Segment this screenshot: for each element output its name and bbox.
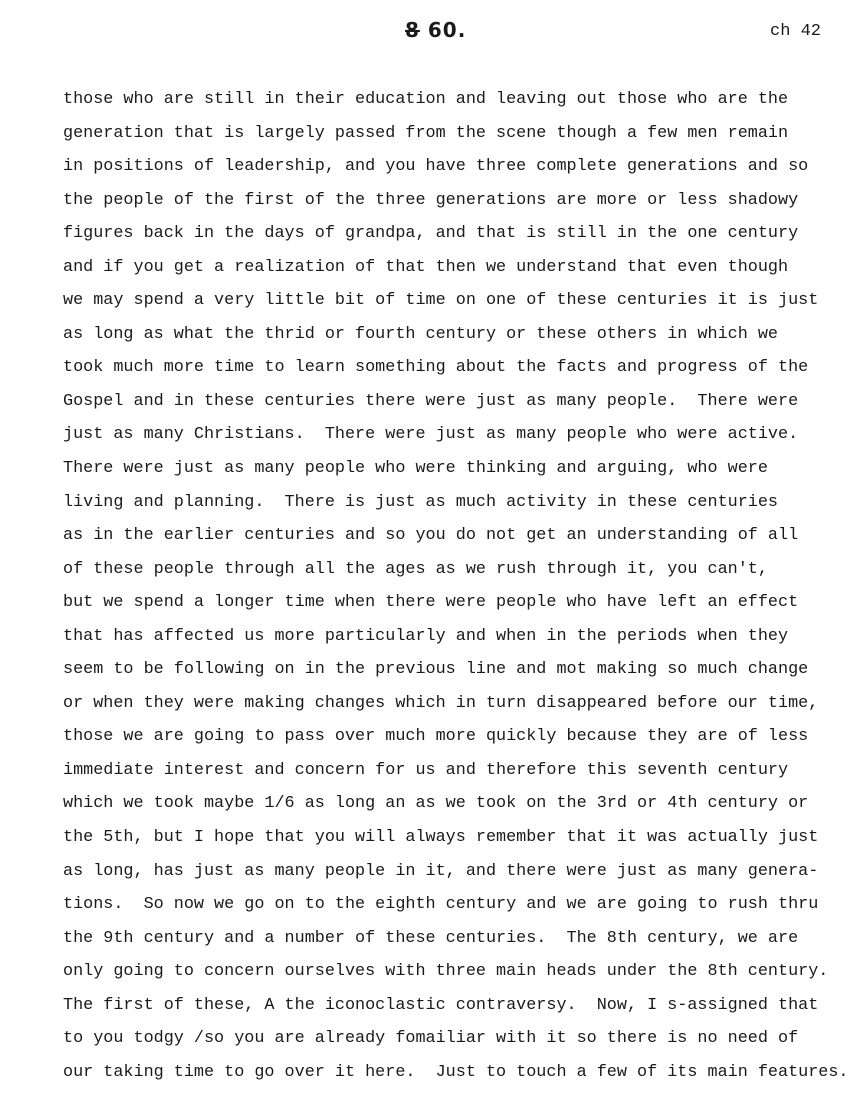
text-line: to you todgy /so you are already fomailiar with it so there is no need of bbox=[63, 1029, 799, 1049]
text-line: generation that is largely passed from the scene though a few men remain bbox=[63, 123, 789, 143]
text-line: the people of the first of the three generations are more or less shadowy bbox=[63, 190, 799, 210]
text-line: only going to concern ourselves with three main heads under the 8th century. bbox=[63, 962, 829, 982]
text-line: or when they were making changes which in turn disappeared before our time, bbox=[63, 693, 819, 713]
text-line: our taking time to go over it here. Just to touch a few of its main features. bbox=[63, 1062, 849, 1082]
text-line: we may spend a very little bit of time on one of these centuries it is just bbox=[63, 291, 819, 311]
text-line: living and planning. There is just as much activity in these centuries bbox=[63, 492, 778, 512]
text-line: figures back in the days of grandpa, and that is still in the one century bbox=[63, 224, 799, 244]
text-line: just as many Christians. There were just as many people who were active. bbox=[63, 425, 799, 445]
text-line: took much more time to learn something about the facts and progress of the bbox=[63, 358, 809, 378]
text-line: and if you get a realization of that then we understand that even though bbox=[63, 257, 789, 277]
text-line: The first of these, A the iconoclastic contraversy. Now, I s-assigned that bbox=[63, 995, 819, 1015]
text-line: but we spend a longer time when there were people who have left an effect bbox=[63, 593, 799, 613]
text-line: those we are going to pass over much more quickly because they are of less bbox=[63, 727, 809, 747]
text-line: of these people through all the ages as we rush through it, you can't, bbox=[63, 559, 768, 579]
text-line: seem to be following on in the previous line and mot making so much change bbox=[63, 660, 809, 680]
handwritten-page-number bbox=[405, 18, 466, 42]
typewritten-body bbox=[63, 88, 853, 1094]
struck-page-number: 8 bbox=[405, 18, 420, 42]
text-line: as long, has just as many people in it, and there were just as many genera- bbox=[63, 861, 819, 881]
text-line: immediate interest and concern for us and therefore this seventh century bbox=[63, 760, 789, 780]
text-line: Gospel and in these centuries there were just as many people. There were bbox=[63, 391, 799, 411]
text-line: which we took maybe 1/6 as long an as we took on the 3rd or 4th century or bbox=[63, 794, 809, 814]
text-line: in positions of leadership, and you have three complete generations and so bbox=[63, 157, 809, 177]
text-line: the 5th, but I hope that you will always remember that it was actually just bbox=[63, 828, 819, 848]
page-number: 60. bbox=[427, 18, 467, 42]
text-line: There were just as many people who were thinking and arguing, who were bbox=[63, 459, 768, 479]
text-line: those who are still in their education and leaving out those who are the bbox=[63, 90, 789, 109]
text-line: as long as what the thrid or fourth century or these others in which we bbox=[63, 324, 778, 344]
text-line: tions. So now we go on to the eighth century and we are going to rush thru bbox=[63, 895, 819, 915]
text-line: that has affected us more particularly and when in the periods when they bbox=[63, 626, 789, 646]
text-line: as in the earlier centuries and so you do not get an understanding of all bbox=[63, 526, 799, 546]
text-line: the 9th century and a number of these centuries. The 8th century, we are bbox=[63, 928, 799, 948]
chapter-label: ch 42 bbox=[770, 22, 822, 41]
